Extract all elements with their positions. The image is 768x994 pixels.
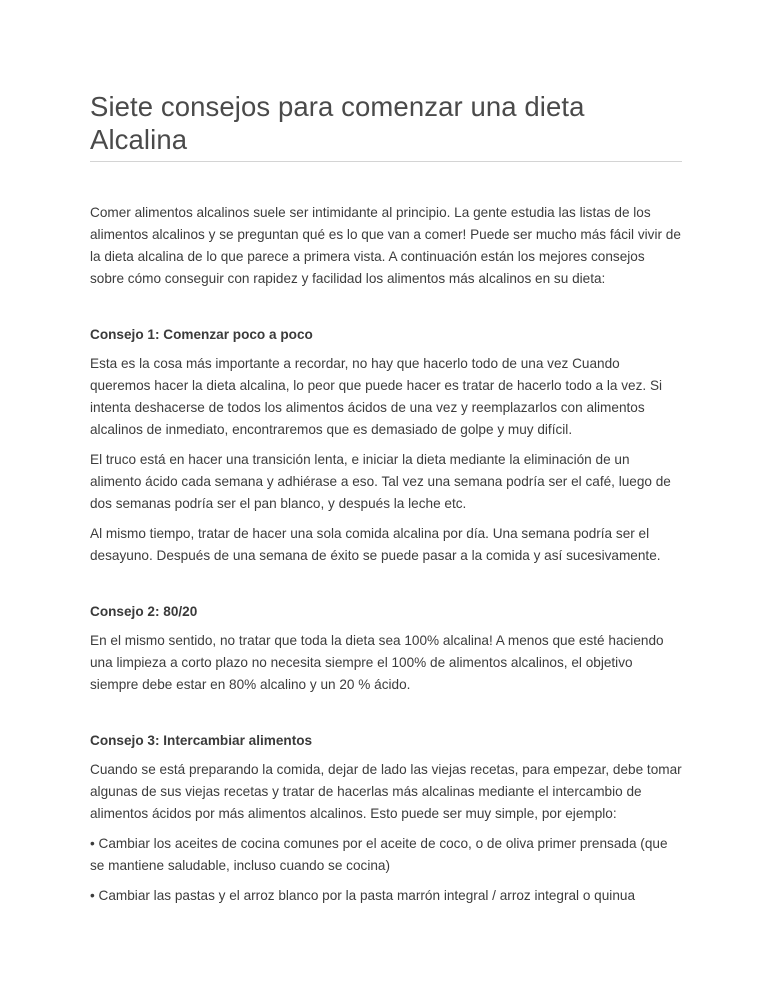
document-page	[90, 90, 682, 907]
section-heading: Consejo 2: 80/20	[90, 604, 198, 619]
document-title: Siete consejos para comenzar una dieta Alcalina	[90, 91, 585, 155]
bullet-item: • Cambiar las pastas y el arroz blanco por la pasta marrón integral / arroz integral o quinua	[90, 888, 636, 903]
section-paragraph: El truco está en hacer una transición lenta, e iniciar la dieta mediante la eliminación de un alimento ácido cada semana y adhiérase a eso. Tal vez una semana podría ser el café, luego de dos semanas podría ser el pan blanco, y después la leche etc.	[90, 452, 671, 511]
section-heading: Consejo 1: Comenzar poco a poco	[90, 327, 313, 342]
section-paragraph: Al mismo tiempo, tratar de hacer una sola comida alcalina por día. Una semana podría ser el desayuno. Después de una semana de éxito se puede pasar a la comida y así sucesivamente.	[90, 526, 661, 563]
section-consejo-1	[90, 325, 682, 567]
section-paragraph: En el mismo sentido, no tratar que toda la dieta sea 100% alcalina! A menos que esté haciendo una limpieza a corto plazo no necesita siempre el 100% de alimentos alcalinos, el objetivo siempre debe estar en 80% alcalino y un 20 % ácido.	[90, 633, 664, 692]
title-divider	[90, 161, 682, 162]
intro-paragraph: Comer alimentos alcalinos suele ser intimidante al principio. La gente estudia las listas de los alimentos alcalinos y se preguntan qué es lo que van a comer! Puede ser mucho más fácil vivir de la dieta alcalina de lo que parece a primera vista. A continuación están los mejores consejos sobre cómo conseguir con rapidez y facilidad los alimentos más alcalinos en su dieta:	[90, 205, 681, 286]
section-paragraph: Esta es la cosa más importante a recordar, no hay que hacerlo todo de una vez Cuando queremos hacer la dieta alcalina, lo peor que puede hacer es tratar de hacerlo todo a la vez. Si intenta deshacerse de todos los alimentos ácidos de una vez y reemplazarlos con alimentos alcalinos de inmediato, encontraremos que es demasiado de golpe y muy difícil.	[90, 356, 663, 437]
section-consejo-3	[90, 731, 682, 907]
bullet-item: • Cambiar los aceites de cocina comunes por el aceite de coco, o de oliva primer prensada (que se mantiene saludable, incluso cuando se cocina)	[90, 836, 668, 873]
section-heading: Consejo 3: Intercambiar alimentos	[90, 733, 313, 748]
section-paragraph: Cuando se está preparando la comida, dejar de lado las viejas recetas, para empezar, debe tomar algunas de sus viejas recetas y tratar de hacerlas más alcalinas mediante el intercambio de alimentos ácidos por más alimentos alcalinos. Esto puede ser muy simple, por ejemplo:	[90, 762, 682, 821]
section-consejo-2	[90, 602, 682, 696]
